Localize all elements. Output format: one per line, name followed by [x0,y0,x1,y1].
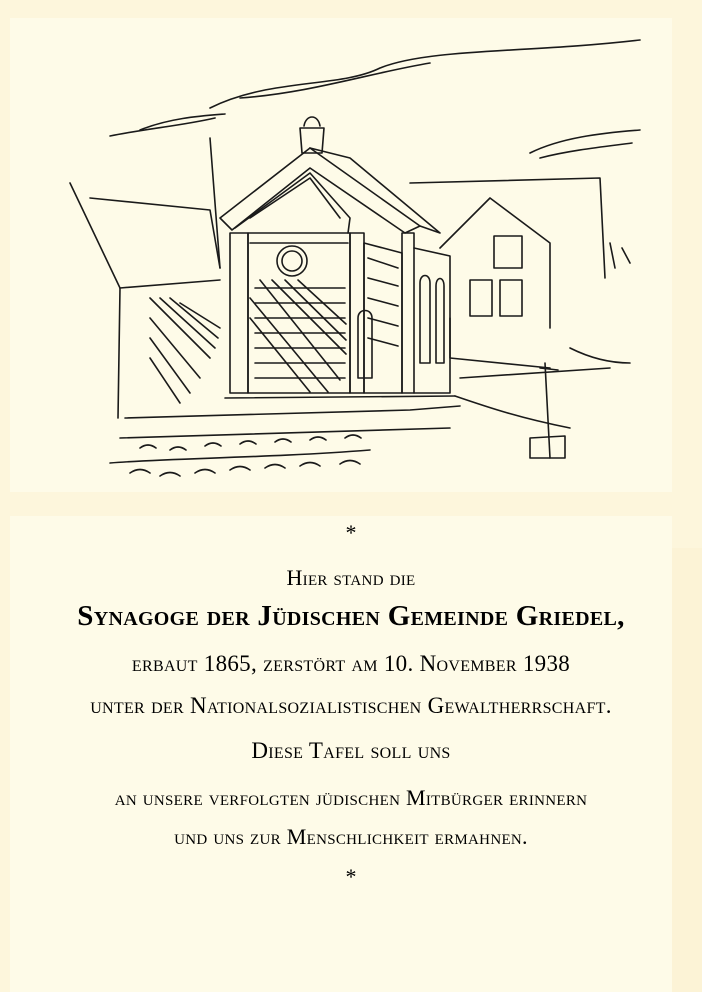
inscription-line-7: und uns zur Menschlichkeit ermahnen. [174,824,528,849]
inscription-line-1: Hier stand die [286,565,416,590]
ornament-star-top: * [345,520,357,545]
drawing-plate [10,18,672,492]
ornament-star-bottom: * [345,864,357,889]
synagogue-sketch-icon [10,18,672,492]
inscription-line-6: an unsere verfolgten jüdischen Mitbürger erinnern [114,785,588,810]
inscription-line-5: Diese Tafel soll uns [251,738,451,763]
inscription-line-3: erbaut 1865, zerstört am 10. November 1938 [131,651,571,676]
inscription-title: Synagoge der Jüdischen Gemeinde Griedel, [77,600,625,632]
inscription-line-4: unter der Nationalsozialistischen Gewaltherrschaft. [90,693,612,718]
